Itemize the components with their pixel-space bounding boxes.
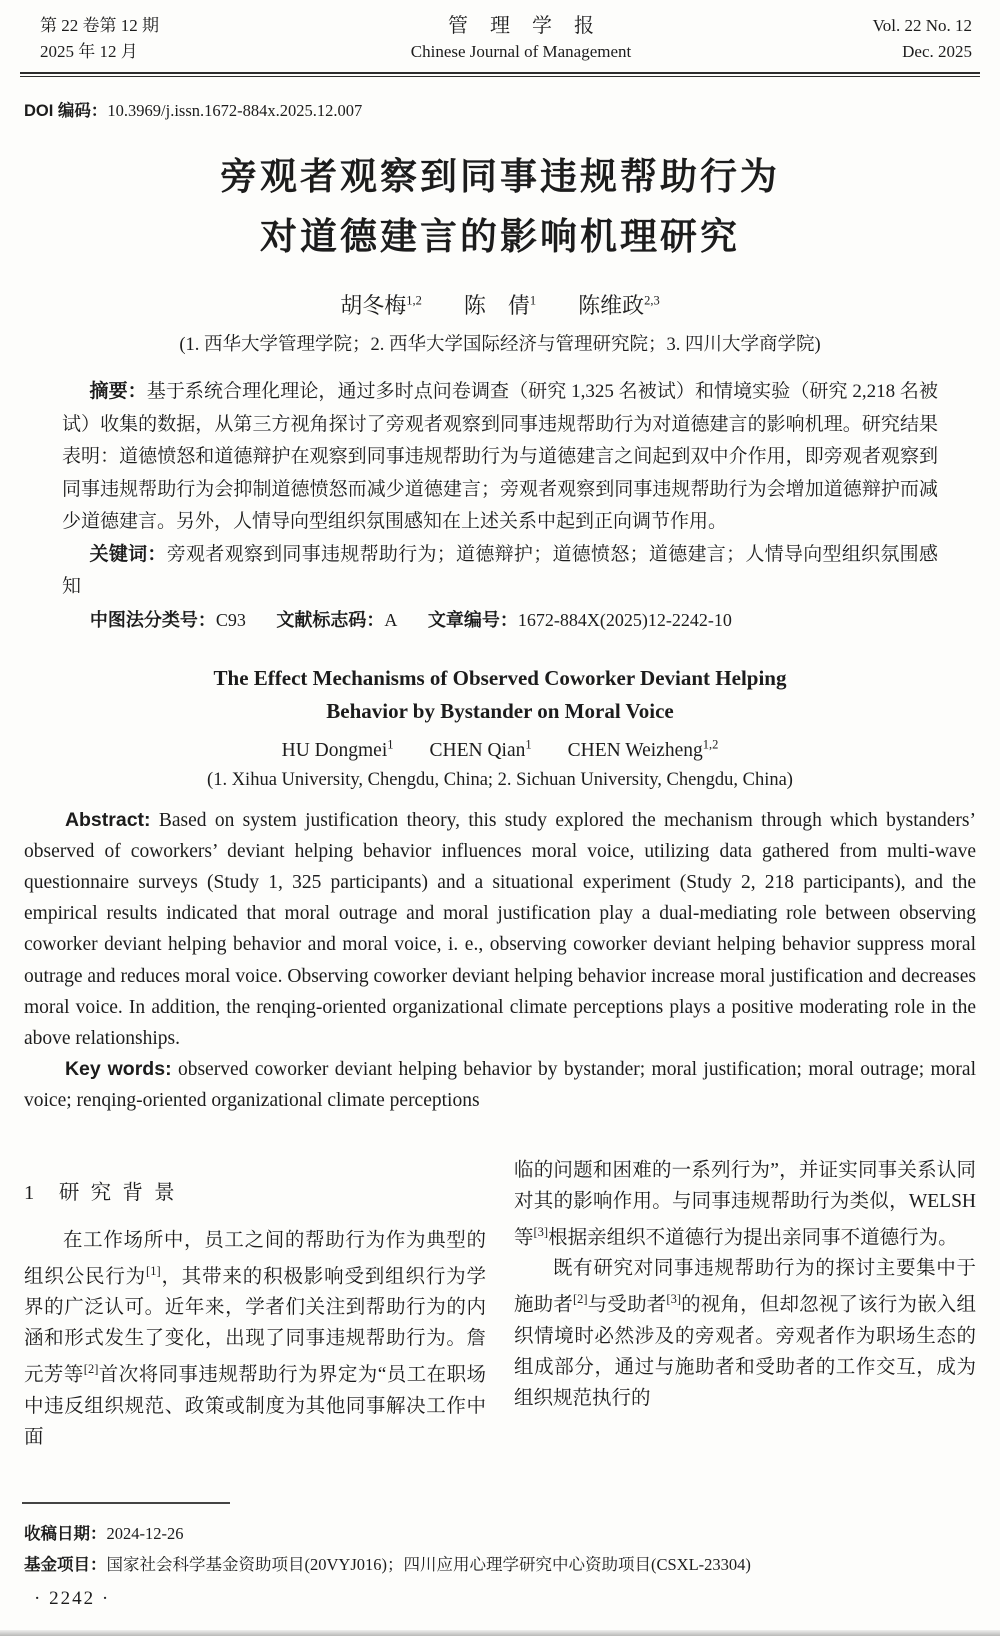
- author-affiliation-sup: 1: [529, 293, 537, 308]
- doi-line: [24, 97, 976, 121]
- funding-value: 国家社会科学基金资助项目(20VYJ016)；四川应用心理学研究中心资助项目(CSXL-23304): [106, 1555, 751, 1574]
- author-affiliation-sup: 1: [525, 737, 532, 751]
- author-affiliation-sup: 2,3: [644, 293, 660, 308]
- clc-pair: [90, 610, 246, 630]
- affiliation-cn: (1. 西华大学管理学院；2. 西华大学国际经济与管理研究院；3. 四川大学商学院): [179, 335, 821, 355]
- doc-code-value: A: [384, 609, 398, 630]
- abstract-en: [24, 805, 976, 1055]
- funding-label: 基金项目：: [24, 1556, 107, 1574]
- author-cn: [340, 293, 422, 318]
- journal-header: [0, 0, 1000, 65]
- abstract-cn-label: 摘要：: [89, 381, 147, 402]
- article-id-pair: [428, 610, 732, 630]
- doi-label: DOI 编码：: [24, 102, 108, 120]
- doi-value: 10.3969/j.issn.1672-884x.2025.12.007: [107, 101, 363, 120]
- citation-ref: [1]: [146, 1263, 161, 1278]
- journal-name-block: [240, 13, 802, 65]
- title-en-line1: The Effect Mechanisms of Observed Coworker Deviant Helping: [213, 666, 787, 690]
- article-title-en: [0, 662, 1000, 728]
- author-cn: [578, 293, 660, 318]
- abstract-cn-text: 基于系统合理化理论，通过多时点问卷调查（研究 1,325 名被试）和情境实验（研究 2,218 名被试）收集的数据，从第三方视角探讨了旁观者观察到同事违规帮助行为对道德建言的影响机理。研究结果表明：道德愤怒和道德辩护在观察到同事违规帮助行为与道德建言之间起到双中介作用，即旁观者观察到同事违规帮助行为会抑制道德愤怒而减少道德建言；旁观者观察到同事违规帮助行为会增加道德辩护而减少道德建言。另外，人情导向型组织氛围感知在上述关系中起到正向调节作用。: [62, 381, 938, 532]
- paragraph-text: 与受助者: [587, 1294, 667, 1316]
- author-affiliation-sup: 1,2: [406, 293, 422, 308]
- author-name: 胡冬梅: [340, 293, 407, 318]
- authors-cn: [0, 289, 1000, 320]
- volume-issue-cn: 第 22 卷第 12 期: [40, 16, 159, 35]
- paragraph-text: ，其带来的积极影响受到组织行为学界的广泛认可。近年来，学者们关注到帮助行为的内涵和形式发生了变化，出现了同事违规帮助行为。詹元芳等: [24, 1266, 486, 1386]
- clc-label: 中图法分类号：: [89, 609, 216, 630]
- paragraph-text: 的视角，但却忽视了该行为嵌入组织情境时必然涉及的旁观者。旁观者作为职场生态的组成部分，通过与施助者和受助者的工作交互，成为组织规范执行的: [514, 1294, 976, 1409]
- left-column: [24, 1153, 486, 1453]
- section-1-paragraph-continued: [514, 1155, 976, 1254]
- header-issue-cn: [40, 13, 240, 65]
- footnote-divider: [22, 1502, 230, 1504]
- doc-code-pair: [276, 610, 397, 630]
- title-en-line2: Behavior by Bystander on Moral Voice: [326, 699, 674, 723]
- keywords-cn-label: 关键词：: [89, 543, 167, 565]
- title-cn-line1: 旁观者观察到同事违规帮助行为: [220, 156, 780, 197]
- received-date-line: [24, 1520, 184, 1544]
- section-1-paragraph-2: [514, 1253, 976, 1414]
- section-title: 研究背景: [58, 1181, 186, 1204]
- keywords-cn: [62, 539, 938, 604]
- received-date-label: 收稿日期：: [24, 1525, 107, 1543]
- authors-en: [0, 737, 1000, 762]
- author-name: HU Dongmei: [281, 739, 388, 761]
- clc-value: C93: [215, 609, 246, 630]
- paragraph-text: 临的问题和困难的一系列行为”，并证实同事关系认同对其的影响作用。与同事违规帮助行为类似，WELSH 等: [514, 1159, 976, 1249]
- paragraph-text: 首次将同事违规帮助行为界定为“员工在职场中违反组织规范、政策或制度为其他同事解决工作中面: [24, 1364, 486, 1448]
- citation-ref: [2]: [83, 1362, 99, 1377]
- classification-line: [62, 604, 938, 637]
- header-issue-en: [802, 13, 972, 65]
- section-1-paragraph-left: [24, 1225, 486, 1453]
- paragraph-text: 在工作场所中，员工之间的帮助行为作为典型的组织公民行为: [24, 1229, 486, 1288]
- keywords-en-text: observed coworker deviant helping behavior by bystander; moral justification; moral outrage; moral voice; renqing-oriented organizational climate perceptions: [24, 1059, 977, 1112]
- keywords-en: [24, 1054, 976, 1116]
- abstract-en-text: Based on system justification theory, this study explored the mechanism through which bystanders’ observed of coworkers’ deviant helping behavior influences moral voice, utilizing data gathered from multi-wave questionnaire surveys (Study 1, 325 participants) and a situational experiment (Study 2, 218 participants), and the empirical results indicated that moral outrage and moral justification play a dual-mediating role between observing coworker deviant helping behavior and moral voice, i. e., observing coworker deviant helping behavior suppress moral outrage and reduces moral voice. Observing coworker deviant helping behavior increase moral justification and decreases moral voice. In addition, the renqing-oriented organizational climate perceptions plays a positive moderating role in the above relationships.: [24, 809, 976, 1049]
- author-name: CHEN Weizheng: [567, 739, 703, 761]
- author-en: [429, 737, 532, 761]
- date-cn: 2025 年 12 月: [40, 42, 138, 61]
- body-columns: [24, 1153, 976, 1453]
- abstract-en-label: Abstract:: [64, 808, 151, 831]
- author-name: 陈维政: [578, 293, 645, 318]
- article-id-value: 1672-884X(2025)12-2242-10: [517, 609, 732, 630]
- citation-ref: [2]: [573, 1292, 588, 1307]
- funding-line: [24, 1551, 751, 1575]
- author-name: CHEN Qian: [429, 739, 526, 761]
- author-name: 陈 倩: [463, 293, 530, 318]
- article-title-cn: [0, 147, 1000, 267]
- doc-code-label: 文献标志码：: [276, 609, 385, 630]
- date-en: Dec. 2025: [902, 42, 972, 61]
- paragraph-text: 根据亲组织不道德行为提出亲同事不道德行为。: [548, 1227, 958, 1249]
- page-number: · 2242 ·: [34, 1588, 111, 1609]
- author-affiliation-sup: 1,2: [702, 737, 719, 751]
- header-divider: [20, 72, 980, 77]
- article-id-label: 文章编号：: [427, 609, 518, 630]
- section-number: 1: [24, 1181, 35, 1204]
- citation-ref: [3]: [666, 1292, 681, 1307]
- keywords-cn-text: 旁观者观察到同事违规帮助行为；道德辩护；道德愤怒；道德建言；人情导向型组织氛围感知: [62, 543, 938, 597]
- right-column: [514, 1153, 976, 1453]
- volume-issue-en: Vol. 22 No. 12: [872, 16, 972, 35]
- section-1-heading: [24, 1175, 486, 1205]
- author-cn: [464, 293, 536, 318]
- affiliation-en: (1. Xihua University, Chengdu, China; 2. Sichuan University, Chengdu, China): [207, 769, 793, 790]
- title-cn-line2: 对道德建言的影响机理研究: [260, 216, 740, 257]
- citation-ref: [3]: [533, 1224, 549, 1239]
- paragraph-text: 既有研究对同事违规帮助行为的探讨主要集中于施助者: [514, 1258, 976, 1316]
- author-en: [281, 737, 394, 761]
- page-bottom-edge: [0, 1630, 1000, 1636]
- author-en: [567, 737, 719, 761]
- journal-name-cn: 管理学报: [448, 15, 616, 37]
- abstract-cn: [62, 376, 938, 539]
- received-date-value: 2024-12-26: [106, 1524, 184, 1543]
- journal-name-en: Chinese Journal of Management: [410, 42, 632, 61]
- keywords-en-label: Key words:: [64, 1058, 172, 1081]
- author-affiliation-sup: 1: [387, 737, 394, 751]
